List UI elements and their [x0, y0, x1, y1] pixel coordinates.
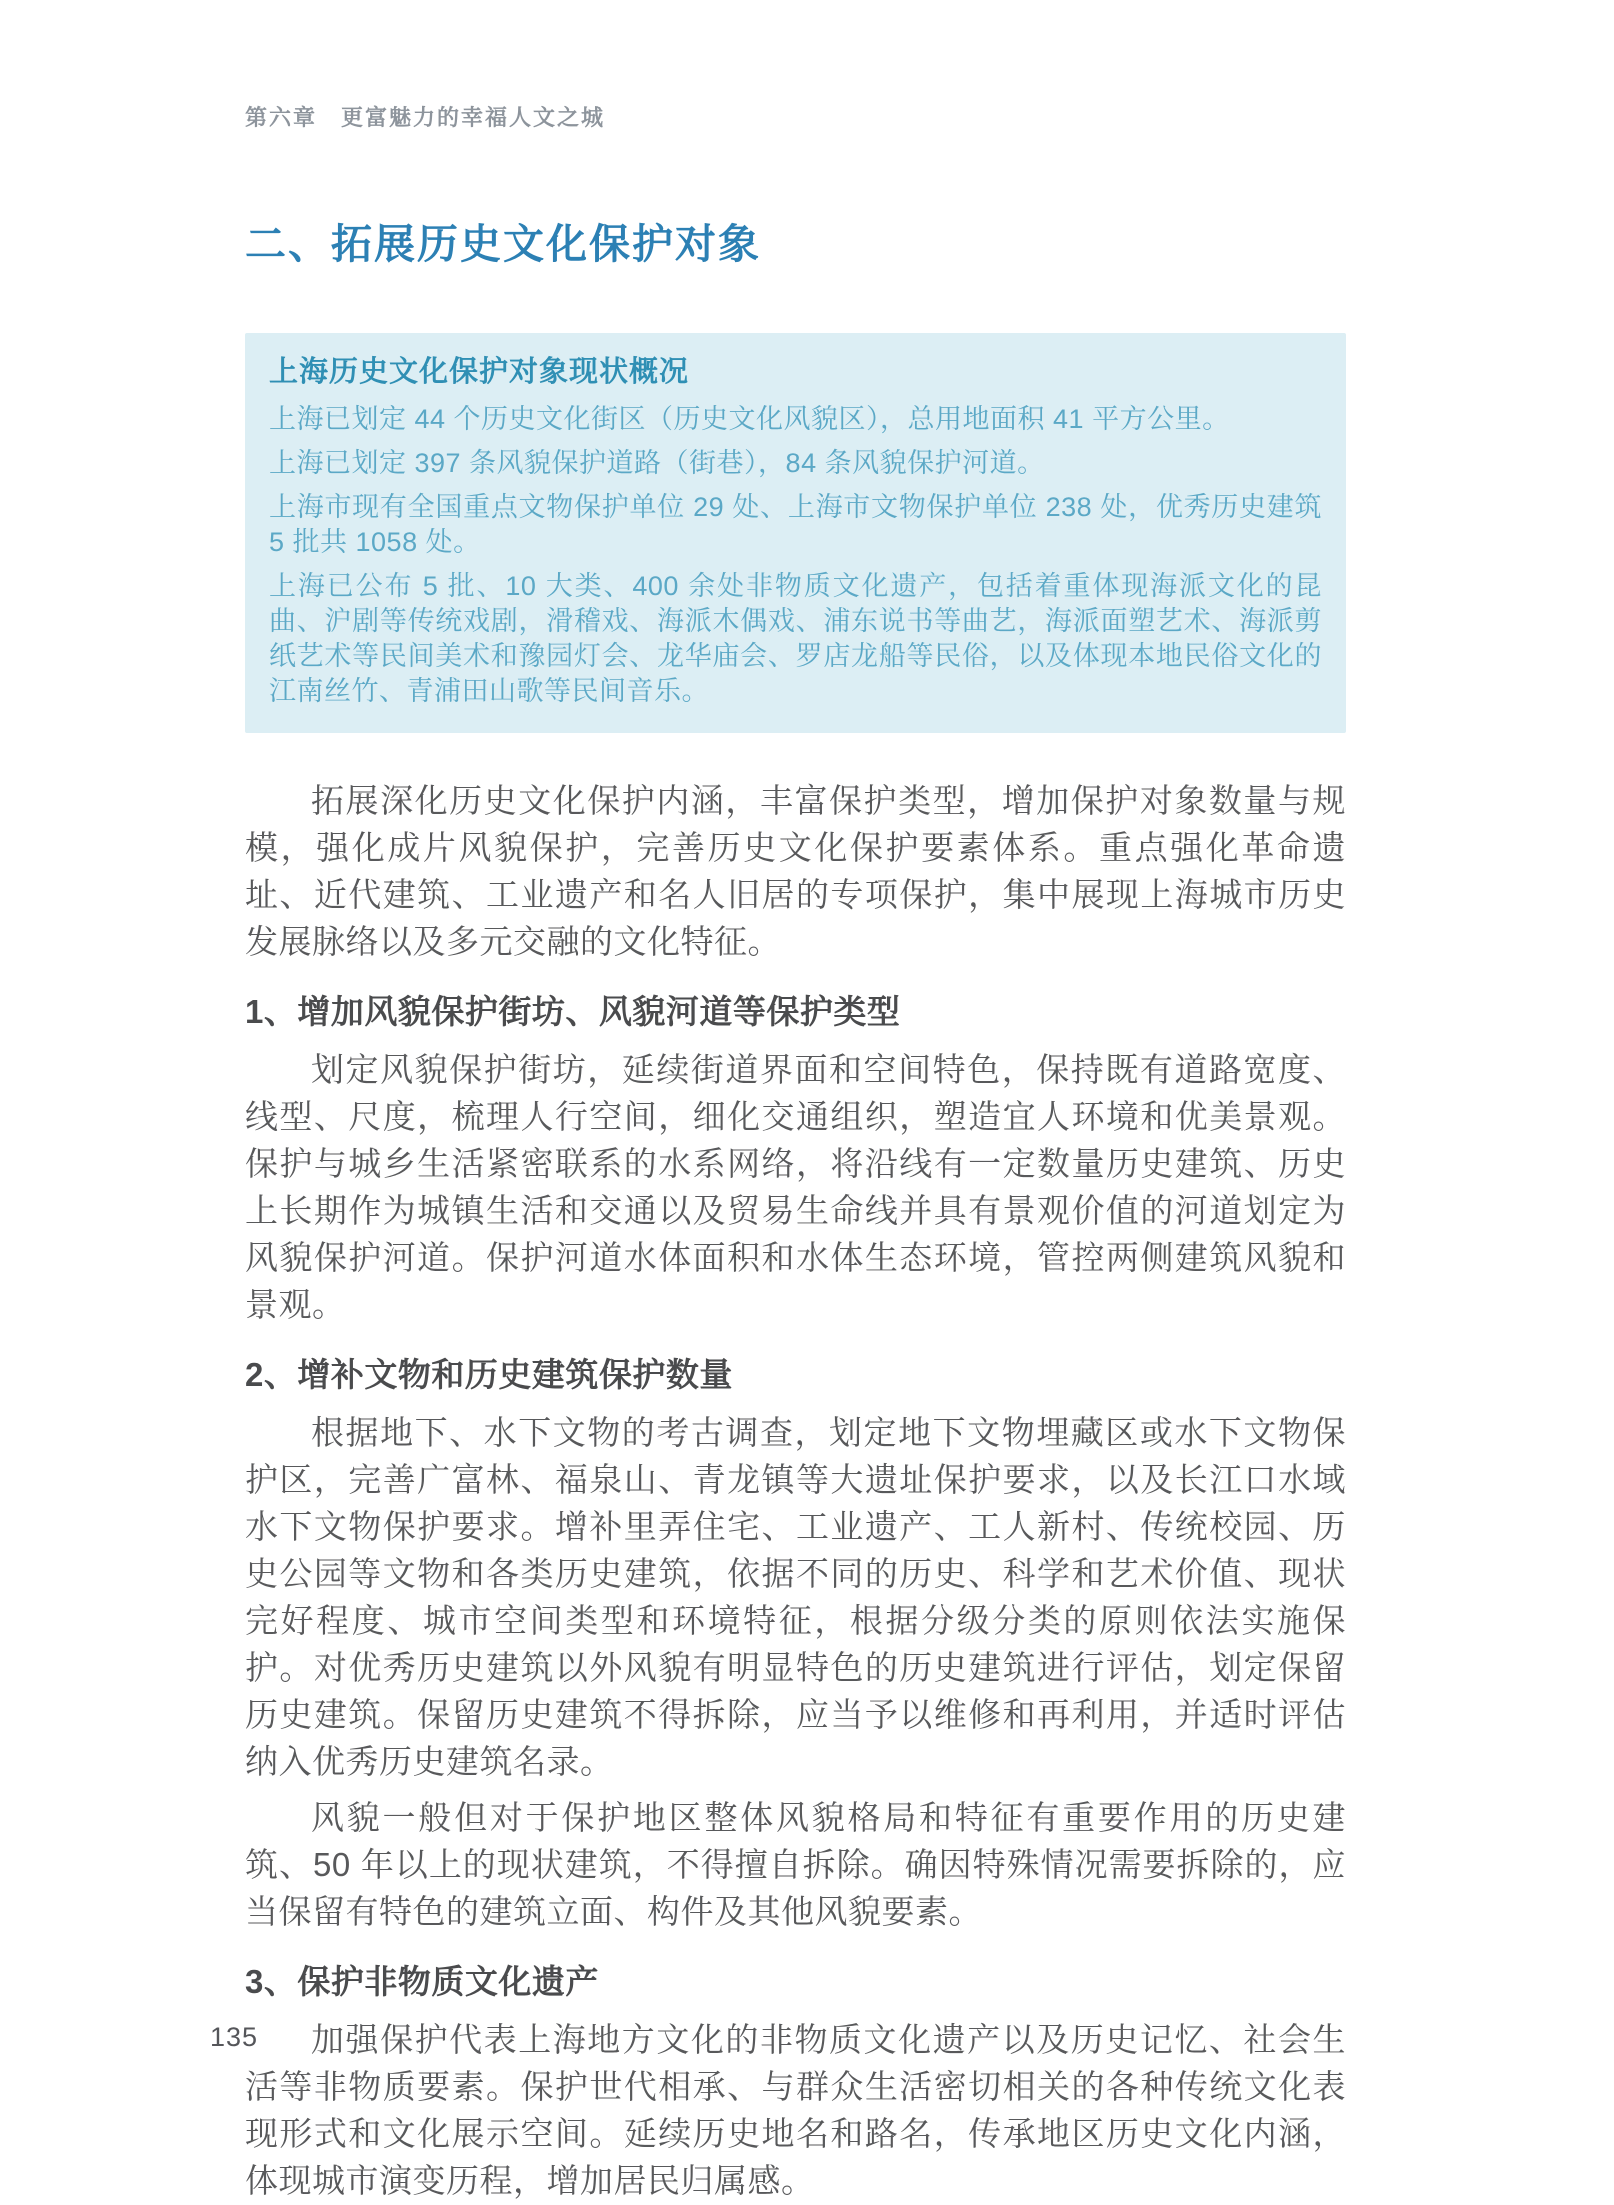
- subsection-heading-2: 2、增补文物和历史建筑保护数量: [245, 1356, 733, 1393]
- subsection-heading-1: 1、增加风貌保护街坊、风貌河道等保护类型: [245, 993, 901, 1030]
- highlight-box-item: 上海市现有全国重点文物保护单位 29 处、上海市文物保护单位 238 处，优秀历史建筑 5 批共 1058 处。: [269, 492, 1322, 557]
- subsection-heading-3: 3、保护非物质文化遗产: [245, 1963, 599, 2000]
- content-column: [245, 0, 1346, 2204]
- body-paragraph: 根据地下、水下文物的考古调查，划定地下文物埋藏区或水下文物保护区，完善广富林、福泉山、青龙镇等大遗址保护要求，以及长江口水域水下文物保护要求。增补里弄住宅、工业遗产、工人新村、传统校园、历史公园等文物和各类历史建筑，依据不同的历史、科学和艺术价值、现状完好程度、城市空间类型和环境特征，根据分级分类的原则依法实施保护。对优秀历史建筑以外风貌有明显特色的历史建筑进行评估，划定保留历史建筑。保留历史建筑不得拆除，应当予以维修和再利用，并适时评估纳入优秀历史建筑名录。: [245, 1414, 1346, 1780]
- body-paragraph: 加强保护代表上海地方文化的非物质文化遗产以及历史记忆、社会生活等非物质要素。保护世代相承、与群众生活密切相关的各种传统文化表现形式和文化展示空间。延续历史地名和路名，传承地区历史文化内涵，体现城市演变历程，增加居民归属感。: [245, 2021, 1346, 2199]
- body-paragraph: 风貌一般但对于保护地区整体风貌格局和特征有重要作用的历史建筑、50 年以上的现状建筑，不得擅自拆除。确因特殊情况需要拆除的，应当保留有特色的建筑立面、构件及其他风貌要素。: [245, 1799, 1346, 1930]
- highlight-box-item: 上海已划定 44 个历史文化街区（历史文化风貌区），总用地面积 41 平方公里。: [269, 404, 1230, 434]
- highlight-box: [245, 333, 1346, 733]
- page-title: 二、拓展历史文化保护对象: [245, 221, 761, 267]
- body-paragraph: 划定风貌保护街坊，延续街道界面和空间特色，保持既有道路宽度、线型、尺度，梳理人行空间，细化交通组织，塑造宜人环境和优美景观。保护与城乡生活紧密联系的水系网络，将沿线有一定数量历史建筑、历史上长期作为城镇生活和交通以及贸易生命线并具有景观价值的河道划定为风貌保护河道。保护河道水体面积和水体生态环境，管控两侧建筑风貌和景观。: [245, 1051, 1346, 1323]
- page-number: 135: [210, 2022, 259, 2052]
- highlight-box-title: 上海历史文化保护对象现状概况: [269, 356, 690, 388]
- chapter-header: 第六章 更富魅力的幸福人文之城: [245, 105, 606, 130]
- intro-paragraph: 拓展深化历史文化保护内涵，丰富保护类型，增加保护对象数量与规模，强化成片风貌保护，完善历史文化保护要素体系。重点强化革命遗址、近代建筑、工业遗产和名人旧居的专项保护，集中展现上海城市历史发展脉络以及多元交融的文化特征。: [245, 782, 1346, 960]
- highlight-box-item: 上海已划定 397 条风貌保护道路（街巷），84 条风貌保护河道。: [269, 448, 1045, 478]
- highlight-box-item: 上海已公布 5 批、10 大类、400 余处非物质文化遗产，包括着重体现海派文化的昆曲、沪剧等传统戏剧，滑稽戏、海派木偶戏、浦东说书等曲艺，海派面塑艺术、海派剪纸艺术等民间美术和豫园灯会、龙华庙会、罗店龙船等民俗，以及体现本地民俗文化的江南丝竹、青浦田山歌等民间音乐。: [269, 571, 1322, 706]
